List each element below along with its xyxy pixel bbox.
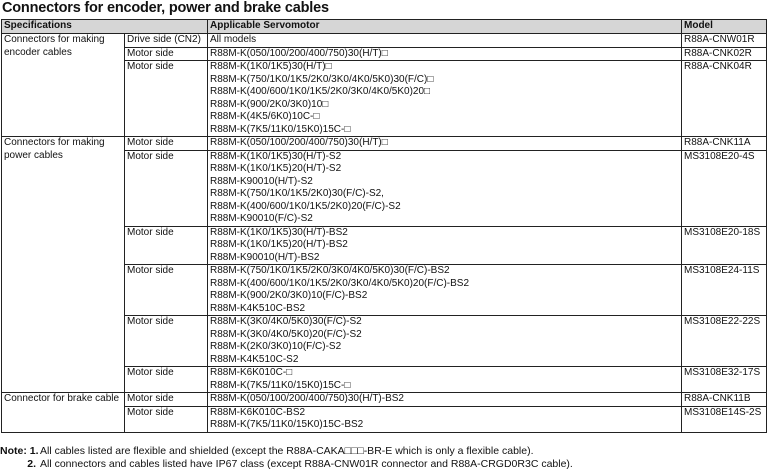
servomotor-line: R88M-K(900/2K0/3K0)10(F/C)-BS2 — [210, 290, 368, 301]
note-number: 1. — [29, 445, 39, 457]
servomotor-cell — [208, 406, 682, 432]
note-label: Note: — [0, 445, 27, 457]
servomotor-line: R88M-K(4K5/6K0)10C-□ — [210, 111, 320, 122]
servomotor-line: R88M-K6K010C-BS2 — [210, 406, 306, 418]
note-item — [0, 458, 573, 471]
servomotor-line: R88M-K(3K0/4K0/5K0)20(F/C)-S2 — [210, 328, 362, 340]
servomotor-line: R88M-K(1K0/1K5)30(H/T)-S2 — [210, 150, 342, 162]
side-cell: Motor side — [125, 265, 208, 316]
servomotor-cell — [208, 47, 682, 61]
side-cell: Motor side — [125, 406, 208, 432]
side-cell: Motor side — [125, 137, 208, 151]
note-text: All connectors and cables listed have IP67 class (except R88A-CNW01R connector and R88A-CRGD0R3C cable). — [40, 458, 573, 470]
servomotor-line: R88M-K(050/100/200/400/750)30(H/T)-BS2 — [210, 393, 404, 404]
servomotor-cell — [208, 367, 682, 393]
model-cell: MS3108E22-22S — [682, 316, 767, 367]
specification-cell: Connector for brake cable — [2, 393, 125, 433]
servomotor-line: R88M-K(050/100/200/400/750)30(H/T)□ — [210, 47, 388, 59]
servomotor-line: R88M-K90010(F/C)-S2 — [210, 213, 313, 224]
servomotor-line: R88M-K(7K5/11K0/15K0)15C-BS2 — [210, 419, 364, 430]
table-body — [2, 34, 767, 433]
side-cell: Motor side — [125, 226, 208, 265]
header-model: Model — [682, 20, 767, 34]
servomotor-line: R88M-K(1K0/1K5)30(H/T)-BS2 — [210, 226, 348, 238]
servomotor-line: R88M-K(050/100/200/400/750)30(H/T)□ — [210, 137, 388, 148]
model-cell: MS3108E32-17S — [682, 367, 767, 393]
servomotor-line: R88M-K(2K0/3K0)10(F/C)-S2 — [210, 341, 342, 352]
servomotor-cell — [208, 226, 682, 265]
servomotor-line: R88M-K90010(H/T)-S2 — [210, 175, 313, 187]
servomotor-line: R88M-K(400/600/1K0/1K5/2K0/3K0/4K0/5K0)20(F/C)-BS2 — [210, 277, 470, 289]
table-header-row — [2, 20, 767, 34]
servomotor-line: R88M-K(400/600/1K0/1K5/2K0/3K0/4K0/5K0)20□ — [210, 86, 431, 97]
servomotor-cell — [208, 150, 682, 226]
servomotor-line: R88M-K(7K5/11K0/15K0)15C-□ — [210, 123, 351, 135]
servomotor-line: R88M-K(7K5/11K0/15K0)15C-□ — [210, 379, 351, 391]
header-applicable-servomotor: Applicable Servomotor — [208, 20, 682, 34]
side-cell: Motor side — [125, 150, 208, 226]
side-cell: Motor side — [125, 61, 208, 137]
servomotor-cell — [208, 34, 682, 48]
side-cell: Motor side — [125, 393, 208, 407]
specification-cell: Connectors for making power cables — [2, 137, 125, 393]
note-item — [0, 445, 573, 458]
servomotor-cell — [208, 137, 682, 151]
servomotor-line: R88M-K(1K0/1K5)20(H/T)-BS2 — [210, 239, 348, 250]
side-cell: Motor side — [125, 47, 208, 61]
servomotor-line: R88M-K(400/600/1K0/1K5/2K0)20(F/C)-S2 — [210, 200, 401, 212]
header-specifications: Specifications — [2, 20, 208, 34]
side-cell: Motor side — [125, 367, 208, 393]
servomotor-line: R88M-K4K510C-S2 — [210, 353, 299, 365]
note-text: All cables listed are flexible and shielded (except the R88A-CAKA□□□-BR-E which is only a flexible cable). — [40, 445, 534, 457]
servomotor-line: All models — [210, 34, 257, 45]
page-title: Connectors for encoder, power and brake cables — [2, 0, 329, 16]
notes — [0, 445, 573, 471]
model-cell: MS3108E14S-2S — [682, 406, 767, 432]
servomotor-line: R88M-K(3K0/4K0/5K0)30(F/C)-S2 — [210, 316, 362, 327]
model-cell: MS3108E24-11S — [682, 265, 767, 316]
note-number: 2. — [27, 458, 36, 470]
servomotor-line: R88M-K(900/2K0/3K0)10□ — [210, 98, 329, 110]
servomotor-cell — [208, 265, 682, 316]
servomotor-line: R88M-K(1K0/1K5)30(H/T)□ — [210, 61, 332, 72]
servomotor-line: R88M-K(750/1K0/1K5/2K0/3K0/4K0/5K0)30(F/C)□ — [210, 73, 434, 85]
servomotor-line: R88M-K(750/1K0/1K5/2K0)30(F/C)-S2, — [210, 188, 384, 199]
model-cell: R88A-CNK04R — [682, 61, 767, 137]
servomotor-line: R88M-K(750/1K0/1K5/2K0/3K0/4K0/5K0)30(F/C)-BS2 — [210, 265, 450, 276]
model-cell: R88A-CNK11B — [682, 393, 767, 407]
servomotor-cell — [208, 61, 682, 137]
servomotor-cell — [208, 393, 682, 407]
model-cell: MS3108E20-18S — [682, 226, 767, 265]
connectors-table — [1, 19, 767, 433]
servomotor-cell — [208, 316, 682, 367]
model-cell: R88A-CNK11A — [682, 137, 767, 151]
servomotor-line: R88M-K6K010C-□ — [210, 367, 293, 378]
model-cell: R88A-CNW01R — [682, 34, 767, 48]
servomotor-line: R88M-K90010(H/T)-BS2 — [210, 251, 320, 263]
specification-cell: Connectors for making encoder cables — [2, 34, 125, 137]
model-cell: MS3108E20-4S — [682, 150, 767, 226]
servomotor-line: R88M-K(1K0/1K5)20(H/T)-S2 — [210, 163, 342, 174]
servomotor-line: R88M-K4K510C-BS2 — [210, 302, 306, 314]
table-row — [2, 34, 767, 48]
model-cell: R88A-CNK02R — [682, 47, 767, 61]
table-row — [2, 393, 767, 407]
side-cell: Drive side (CN2) — [125, 34, 208, 48]
side-cell: Motor side — [125, 316, 208, 367]
table-row — [2, 137, 767, 151]
